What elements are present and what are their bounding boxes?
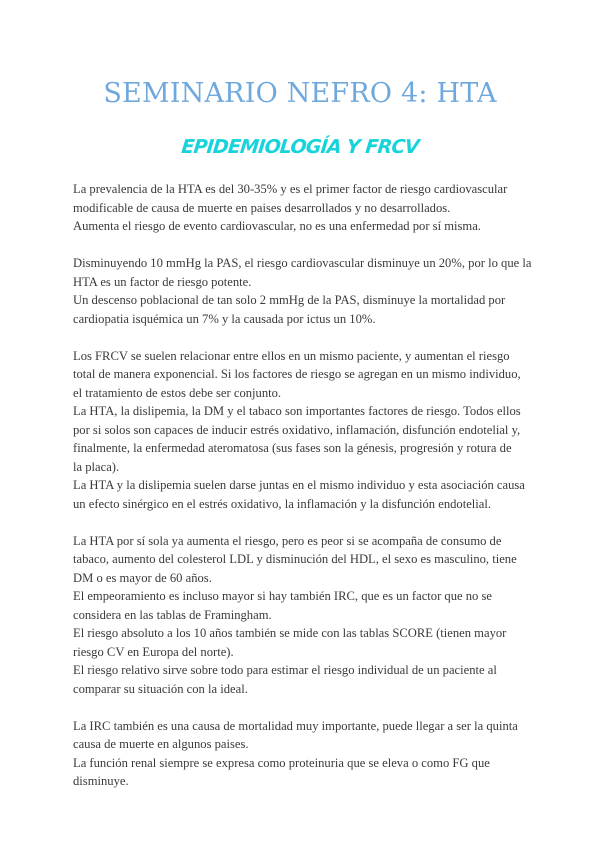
text-line: tabaco, aumento del colesterol LDL y disminución del HDL, el sexo es masculino, tiene xyxy=(73,552,517,566)
paragraph-risk-tables xyxy=(73,532,531,699)
paragraph-prevalence xyxy=(73,180,531,236)
text-line: El riesgo relativo sirve sobre todo para estimar el riesgo individual de un paciente al xyxy=(73,663,497,677)
paragraph-frcv xyxy=(73,347,531,514)
text-line: El empeoramiento es incluso mayor si hay también IRC, que es un factor que no se xyxy=(73,589,492,603)
document-title: SEMINARIO NEFRO 4: HTA xyxy=(103,78,497,109)
text-line: causa de muerte en algunos paises. xyxy=(73,737,249,751)
document-body xyxy=(73,180,531,809)
text-line: un efecto sinérgico en el estrés oxidativo, la inflamación y la disfunción endotelial. xyxy=(73,496,492,511)
text-line: La IRC también es una causa de mortalidad muy importante, puede llegar a ser la quinta xyxy=(73,718,518,733)
text-line: el tratamiento de estos debe ser conjunto. xyxy=(73,385,282,400)
text-line: por si solos son capaces de inducir estrés oxidativo, inflamación, disfunción endotelial y, xyxy=(73,422,521,437)
text-line: Disminuyendo 10 mmHg la PAS, el riesgo cardiovascular disminuye un 20%, por lo que la xyxy=(73,256,532,270)
text-line: La HTA por sí sola ya aumenta el riesgo, pero es peor si se acompaña de consumo de xyxy=(73,533,502,548)
text-line: riesgo CV en Europa del norte). xyxy=(73,644,234,659)
text-line: DM o es mayor de 60 años. xyxy=(73,570,212,585)
text-line: disminuye. xyxy=(73,774,129,788)
section-heading: EPIDEMIOLOGÍA Y FRCV xyxy=(180,136,420,158)
text-line: El riesgo absoluto a los 10 años también se mide con las tablas SCORE (tienen mayor xyxy=(73,626,507,640)
text-line: Aumenta el riesgo de evento cardiovascular, no es una enfermedad por sí misma. xyxy=(73,219,481,233)
text-line: La HTA, la dislipemia, la DM y el tabaco son importantes factores de riesgo. Todos ellos xyxy=(73,404,521,418)
text-line: La HTA y la dislipemia suelen darse juntas en el mismo individuo y esta asociación causa xyxy=(73,478,525,492)
text-line: cardiopatia isquémica un 7% y la causada por ictus un 10%. xyxy=(73,311,376,326)
text-line: Los FRCV se suelen relacionar entre ellos en un mismo paciente, y aumentan el riesgo xyxy=(73,348,510,363)
text-line: Un descenso poblacional de tan solo 2 mmHg de la PAS, disminuye la mortalidad por xyxy=(73,293,506,307)
text-line: La función renal siempre se expresa como proteinuria que se eleva o como FG que xyxy=(73,755,490,770)
text-line: finalmente, la enfermedad ateromatosa (sus fases son la génesis, progresión y rotura de xyxy=(73,441,512,455)
paragraph-pas-reduction xyxy=(73,254,531,328)
text-line: total de manera exponencial. Si los factores de riesgo se agregan en un mismo individuo, xyxy=(73,367,521,381)
text-line: la placa). xyxy=(73,459,120,474)
paragraph-irc xyxy=(73,717,531,791)
text-line: HTA es un factor de riesgo potente. xyxy=(73,274,252,289)
text-line: La prevalencia de la HTA es del 30-35% y es el primer factor de riesgo cardiovascular xyxy=(73,182,508,196)
text-line: considera en las tablas de Framingham. xyxy=(73,607,272,622)
text-line: modificable de causa de muerte en paises desarrollados y no desarrollados. xyxy=(73,200,451,215)
text-line: comparar su situación con la ideal. xyxy=(73,681,248,696)
